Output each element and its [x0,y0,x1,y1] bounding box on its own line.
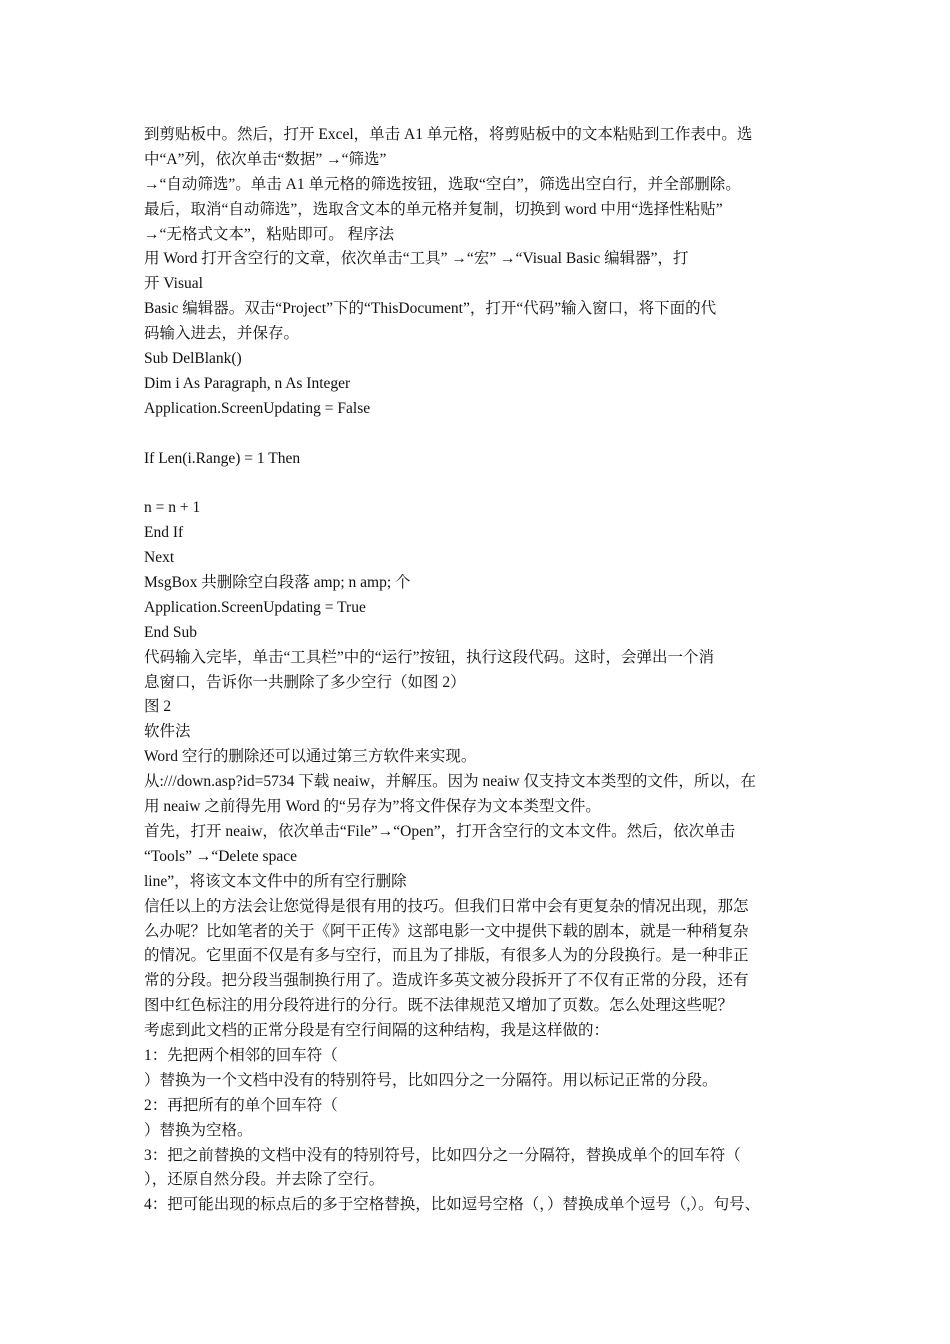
list-item: 2：再把所有的单个回车符（ [144,1096,338,1114]
list-item: 3：把之前替换的文档中没有的特别符号，比如四分之一分隔符，替换成单个的回车符（ [144,1146,741,1164]
code-line: Next [144,549,175,567]
code-line: MsgBox 共删除空白段落 amp; n amp; 个 [144,574,411,592]
blank-line [144,422,824,447]
blank-line [144,471,824,496]
text-line: 最后，取消“自动筛选”，选取含文本的单元格并复制，切换到 word 中用“选择性粘贴” [144,200,723,218]
list-item: 1：先把两个相邻的回车符（ [144,1046,338,1064]
text-line: 首先，打开 neaiw，依次单击“File”→“Open”，打开含空行的文本文件。然后，依次单击 [144,822,736,840]
text-line: ），还原自然分段。并去除了空行。 [144,1171,385,1189]
document-body [144,123,824,1218]
text-line: 用 neaiw 之前得先用 Word 的“另存为”将文件保存为文本类型文件。 [144,798,601,816]
text-line: →“自动筛选”。单击 A1 单元格的筛选按钮，选取“空白”，筛选出空白行，并全部删除。 [144,175,741,193]
text-line: 从:///down.asp?id=5734 下载 neaiw，并解压。因为 neaiw 仅支持文本类型的文件，所以，在 [144,773,756,791]
code-line: Application.ScreenUpdating = True [144,598,366,616]
text-line: 么办呢？比如笔者的关于《阿干正传》这部电影一文中提供下载的剧本，就是一种稍复杂 [144,922,749,940]
text-line: 的情况。它里面不仅是有多与空行，而且为了排版，有很多人为的分段换行。是一种非正 [144,947,749,965]
code-line: Dim i As Paragraph, n As Integer [144,374,351,392]
text-line: 息窗口，告诉你一共删除了多少空行（如图 2） [144,673,466,691]
figure-caption: 图 2 [144,698,172,716]
code-line: n = n + 1 [144,499,201,517]
text-line: 常的分段。把分段当强制换行用了。造成许多英文被分段拆开了不仅有正常的分段，还有 [144,972,749,990]
text-line: 图中红色标注的用分段符进行的分行。既不法律规范又增加了页数。怎么处理这些呢？ [144,997,734,1015]
code-line: If Len(i.Range) = 1 Then [144,449,301,467]
text-line: 信任以上的方法会让您觉得是很有用的技巧。但我们日常中会有更复杂的情况出现，那怎 [144,897,749,915]
list-item: 4：把可能出现的标点后的多于空格替换，比如逗号空格（，）替换成单个逗号（,）。句号、 [144,1196,761,1214]
text-line: line”，将该文本文件中的所有空行删除 [144,872,407,890]
text-line: 代码输入完毕，单击“工具栏”中的“运行”按钮，执行这段代码。这时，会弹出一个消 [144,648,715,666]
text-line: →“无格式文本”，粘贴即可。 程序法 [144,225,395,243]
text-line: 开 Visual [144,275,203,293]
text-line: ）替换为空格。 [144,1121,253,1139]
text-line: 到剪贴板中。然后，打开 Excel，单击 A1 单元格，将剪贴板中的文本粘贴到工作表中。选 [144,126,753,143]
text-line: Basic 编辑器。双击“Project”下的“ThisDocument”，打开“代码”输入窗口，将下面的代 [144,300,717,318]
text-line: 码输入进去，并保存。 [144,325,300,343]
text-line: Word 空行的删除还可以通过第三方软件来实现。 [144,748,477,766]
text-line: ）替换为一个文档中没有的特别符号，比如四分之一分隔符。用以标记正常的分段。 [144,1071,718,1089]
code-line: Application.ScreenUpdating = False [144,399,371,417]
code-line: End Sub [144,623,197,641]
text-line: 用 Word 打开含空行的文章，依次单击“工具” →“宏” →“Visual Basic 编辑器”，打 [144,250,689,268]
text-line: 中“A”列，依次单击“数据” →“筛选” [144,150,387,168]
code-line: Sub DelBlank() [144,350,242,368]
text-line: “Tools” →“Delete space [144,847,297,865]
code-line: End If [144,524,184,542]
text-line: 考虑到此文档的正常分段是有空行间隔的这种结构，我是这样做的： [144,1022,610,1040]
section-heading: 软件法 [144,723,191,741]
